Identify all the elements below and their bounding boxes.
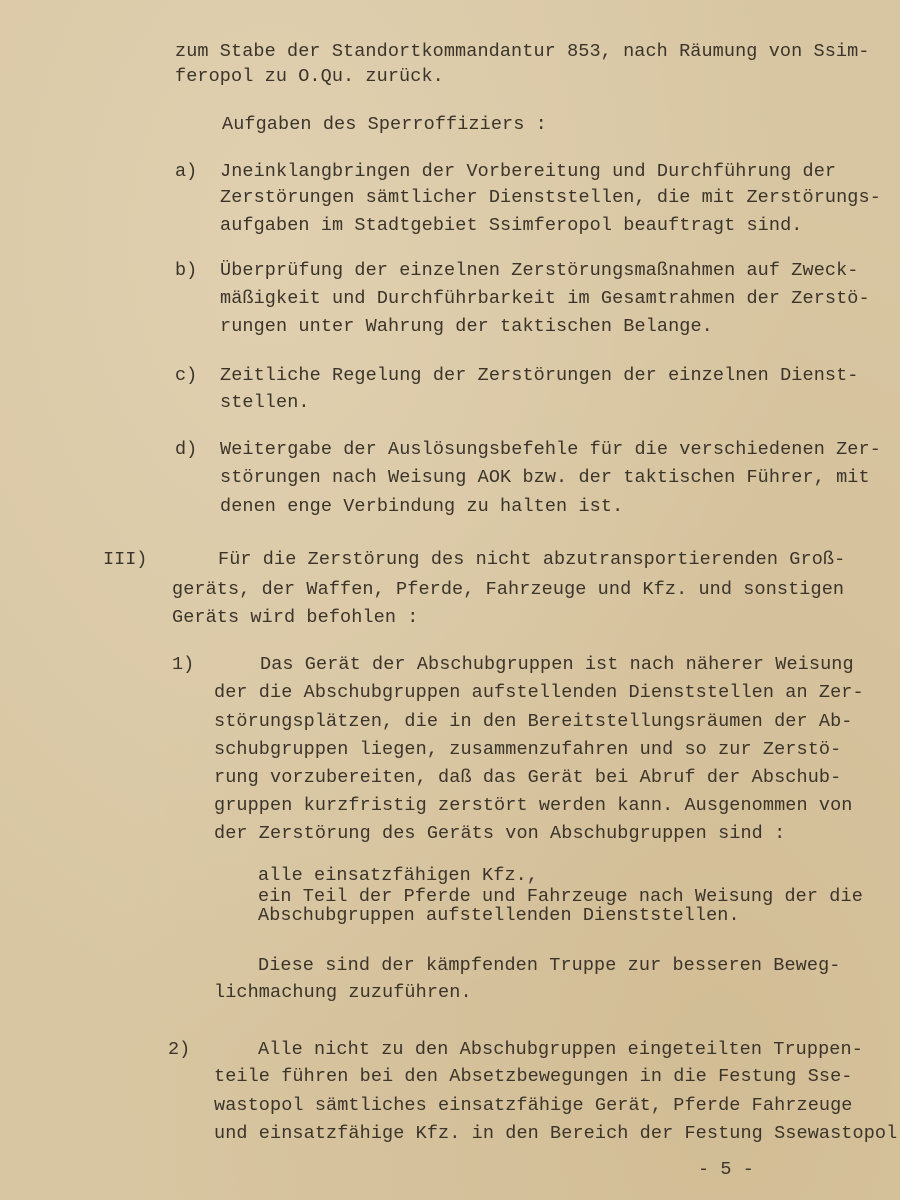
text-line: wastopol sämtliches einsatzfähige Gerät, Pferde Fahrzeuge [214,1095,853,1116]
text-line: rung vorzubereiten, daß das Gerät bei Abruf der Abschub- [214,767,842,788]
text-line: der die Abschubgruppen aufstellenden Dienststellen an Zer- [214,682,864,703]
text-line: stellen. [220,392,310,413]
exception-item: alle einsatzfähigen Kfz., [258,865,539,886]
text-line: Weitergabe der Auslösungsbefehle für die verschiedenen Zer- [220,439,881,460]
text-line: Zerstörungen sämtlicher Dienststellen, die mit Zerstörungs- [220,187,881,208]
text-line: störungsplätzen, die in den Bereitstellungsräumen der Ab- [214,711,853,732]
text-line: denen enge Verbindung zu halten ist. [220,496,624,517]
section-heading: Aufgaben des Sperroffiziers : [222,114,547,135]
text-line: Alle nicht zu den Abschubgruppen eingeteilten Truppen- [258,1039,863,1060]
list-label: 1) [172,654,195,675]
list-label: 2) [168,1039,191,1060]
text-line: und einsatzfähige Kfz. in den Bereich der Festung Ssewastopol [214,1123,898,1144]
text-line: rungen unter Wahrung der taktischen Belange. [220,316,713,337]
text-line: feropol zu O.Qu. zurück. [175,66,444,87]
text-line: gruppen kurzfristig zerstört werden kann. Ausgenommen von [214,795,853,816]
text-line: Das Gerät der Abschubgruppen ist nach näherer Weisung [260,654,854,675]
section-label: III) [103,549,148,570]
text-line: schubgruppen liegen, zusammenzufahren und so zur Zerstö- [214,739,842,760]
page-number: - 5 - [698,1159,755,1180]
text-line: Überprüfung der einzelnen Zerstörungsmaßnahmen auf Zweck- [220,260,859,281]
text-line: mäßigkeit und Durchführbarkeit im Gesamtrahmen der Zerstö- [220,288,870,309]
exception-item: ein Teil der Pferde und Fahrzeuge nach Weisung der die [258,886,863,907]
list-label: d) [175,439,198,460]
exception-item: Abschubgruppen aufstellenden Dienststellen. [258,905,740,926]
text-line: der Zerstörung des Geräts von Abschubgruppen sind : [214,823,786,844]
list-label: c) [175,365,198,386]
text-line: teile führen bei den Absetzbewegungen in die Festung Sse- [214,1066,853,1087]
text-line: geräts, der Waffen, Pferde, Fahrzeuge und Kfz. und sonstigen [172,579,845,600]
text-line: Diese sind der kämpfenden Truppe zur besseren Beweg- [258,955,841,976]
text-line: Geräts wird befohlen : [172,607,419,628]
text-line: Zeitliche Regelung der Zerstörungen der einzelnen Dienst- [220,365,859,386]
text-line: Für die Zerstörung des nicht abzutransportierenden Groß- [218,549,846,570]
list-label: a) [175,161,198,182]
text-line: zum Stabe der Standortkommandantur 853, nach Räumung von Ssim- [175,41,870,62]
text-line: aufgaben im Stadtgebiet Ssimferopol beauftragt sind. [220,215,803,236]
text-line: lichmachung zuzuführen. [214,982,472,1003]
text-line: Jneinklangbringen der Vorbereitung und Durchführung der [220,161,837,182]
text-line: störungen nach Weisung AOK bzw. der taktischen Führer, mit [220,467,870,488]
list-label: b) [175,260,198,281]
